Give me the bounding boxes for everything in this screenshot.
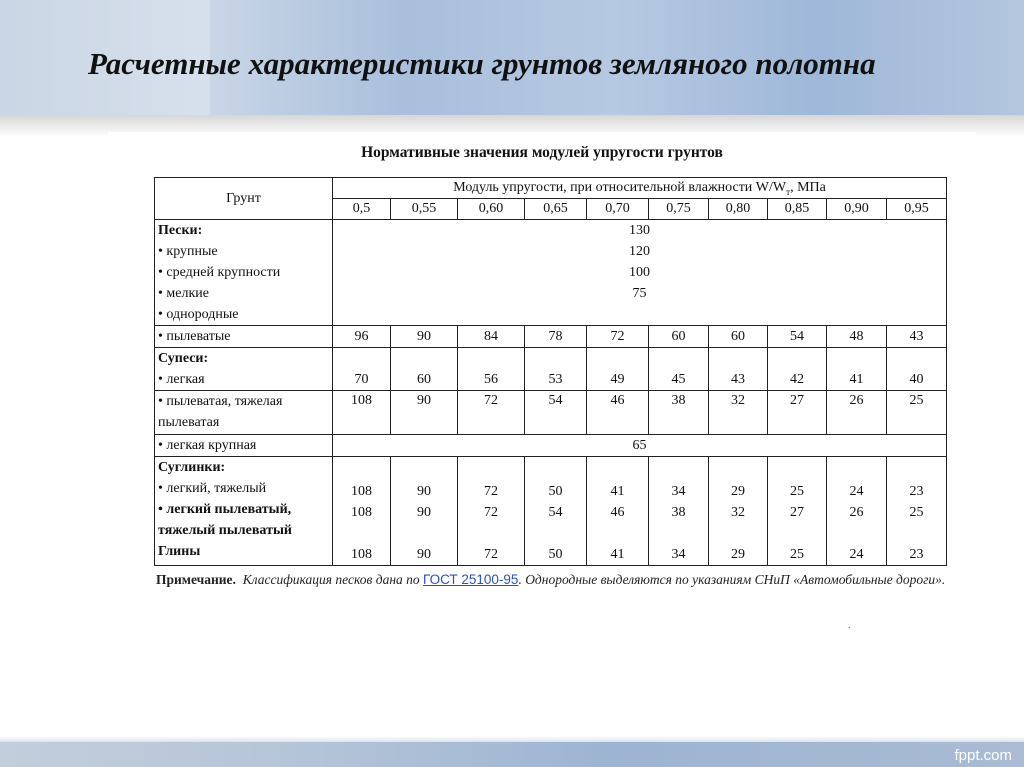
value-cell: 56 [458, 348, 525, 391]
value-cell: 54 [768, 326, 827, 348]
slide-title: Расчетные характеристики грунтов земляного полотна [88, 46, 876, 81]
value-cell [709, 457, 768, 566]
value-cell: 60 [649, 326, 709, 348]
moisture-cell: 0,75 [649, 199, 709, 220]
value-cell: 42 [768, 348, 827, 391]
clay-value: 50 [548, 547, 563, 562]
value-cell [458, 457, 525, 566]
sands-values [333, 220, 947, 326]
value-cell: 70 [333, 348, 391, 391]
header-soil: Грунт [155, 178, 333, 220]
table-row [155, 457, 947, 566]
soil-sands-silty: • пылеватые [155, 326, 333, 348]
value-cell [649, 457, 709, 566]
value-cell: 72 [587, 326, 649, 348]
loam-light-value: 29 [731, 484, 745, 499]
value-cell: 60 [709, 326, 768, 348]
table-note: Примечание. Классификация песков дана по ГОСТ 25100-95. Однородные выделяются по указаниям СНиП «Автомобильные дороги». [156, 572, 946, 587]
value-cell: 41 [827, 348, 887, 391]
value-cell: 49 [587, 348, 649, 391]
moisture-cell: 0,70 [587, 199, 649, 220]
loam-light-value: 90 [417, 484, 431, 499]
value-cell: 48 [827, 326, 887, 348]
loam-silty-value: 108 [351, 505, 372, 520]
loam-silty-value: 27 [790, 505, 804, 520]
value-cell: 96 [333, 326, 391, 348]
clay-value: 24 [849, 547, 864, 562]
footer-band [0, 742, 1024, 767]
table-row [155, 391, 947, 435]
clay-value: 41 [610, 547, 625, 562]
soil-sandy-loam-silty: • пылеватая, тяжелая пылеватая [155, 391, 333, 435]
gost-link[interactable]: ГОСТ 25100-95 [423, 572, 519, 587]
value-cell: 72 [458, 391, 525, 435]
value-cell [525, 457, 587, 566]
value-cell: 43 [887, 326, 947, 348]
soil-sands: Пески: • крупные • средней крупности • мелкие • однородные [155, 220, 333, 326]
table-image-panel: Нормативные значения модулей упругости грунтов Грунт Модуль упругости, при относительной влажности $W/W_т$, МПа 0,5 0,55 0,60 0,65 0,70 0,75 0,80 0,85 0,90 0,95 Пески: • крупные • средней крупности • мелкие • однородные 130 120 100 75 • пылеватые 96 90 84 78 72 60 60 54 48 43 Супеси: • легкая 70 60 56 53 49 45 43 42 41 40 • пылеватая, тяжелая пылеватая 108 90 72 54 46 38 32 27 26 25 • легкая крупная 65 Суглинки: • легкий, тяжелый • легкий пылеватый, тяжелый пылеватый Глины 108 108 108 90 90 90 72 72 72 50 54 50 41 46 41 34 38 34 29 32 29 25 27 25 24 26 24 23 25 23 Примечание. Классификация песков дана по ГОСТ 25100-95. Однородные выделяются по указаниям СНиП «Автомобильные дороги». . [108, 132, 976, 627]
moisture-cell: 0,85 [768, 199, 827, 220]
soil-sandy-loam-light: Супеси: • легкая [155, 348, 333, 391]
loam-silty-value: 32 [731, 505, 745, 520]
soil-item: • мелкие [158, 286, 209, 301]
value-cell [391, 457, 458, 566]
loam-light-value: 108 [351, 484, 372, 499]
moisture-cell: 0,95 [887, 199, 947, 220]
loam-silty-value: 38 [671, 505, 686, 520]
value-cell: 108 [333, 391, 391, 435]
moisture-cell: 0,60 [458, 199, 525, 220]
loam-silty-value: 26 [849, 505, 864, 520]
value-cell: 27 [768, 391, 827, 435]
loam-light-value: 72 [484, 484, 498, 499]
clay-value: 72 [484, 547, 498, 562]
soil-item: • средней крупности [158, 265, 281, 280]
sand-value: 120 [629, 244, 651, 259]
clay-value: 90 [417, 547, 431, 562]
soil-loams-clays: Суглинки: • легкий, тяжелый • легкий пылеватый, тяжелый пылеватый Глины [155, 457, 333, 566]
loam-silty-value: 54 [548, 505, 563, 520]
value-cell: 25 [887, 391, 947, 435]
table-row [155, 435, 947, 457]
soil-item: • однородные [158, 307, 239, 322]
soil-sandy-loam-coarse: • легкая крупная [155, 435, 333, 457]
sand-value: 130 [629, 223, 651, 238]
table-title: Нормативные значения модулей упругости грунтов [361, 144, 723, 161]
moisture-cell: 0,5 [333, 199, 391, 220]
value-cell: 38 [649, 391, 709, 435]
value-cell: 32 [709, 391, 768, 435]
moisture-cell: 0,90 [827, 199, 887, 220]
value-cell: 40 [887, 348, 947, 391]
table-row [155, 220, 947, 326]
loam-light-value: 50 [548, 484, 563, 499]
sandy-loam-coarse-value: 65 [333, 435, 947, 457]
value-cell [827, 457, 887, 566]
value-cell: 54 [525, 391, 587, 435]
elastic-modulus-table [154, 177, 947, 566]
loam-silty-value: 46 [610, 505, 625, 520]
value-cell: 60 [391, 348, 458, 391]
value-cell: 43 [709, 348, 768, 391]
moisture-cell: 0,80 [709, 199, 768, 220]
footer-brand: fppt.com [954, 747, 1012, 764]
sand-value: 75 [632, 286, 647, 301]
loam-light-value: 41 [610, 484, 625, 499]
value-cell: 45 [649, 348, 709, 391]
value-cell: 53 [525, 348, 587, 391]
value-cell [587, 457, 649, 566]
value-cell [768, 457, 827, 566]
loam-silty-value: 90 [417, 505, 431, 520]
loam-light-value: 34 [671, 484, 686, 499]
table-row [155, 326, 947, 348]
clay-value: 25 [790, 547, 804, 562]
value-cell [333, 457, 391, 566]
sand-value: 100 [629, 265, 651, 280]
loam-silty-value: 72 [484, 505, 498, 520]
loam-silty-value: 25 [909, 505, 924, 520]
loam-light-value: 24 [849, 484, 864, 499]
table-row [155, 348, 947, 391]
soil-item: • крупные [158, 244, 218, 259]
value-cell: 84 [458, 326, 525, 348]
value-cell: 78 [525, 326, 587, 348]
value-cell: 26 [827, 391, 887, 435]
clay-value: 34 [671, 547, 686, 562]
value-cell: 90 [391, 326, 458, 348]
value-cell: 46 [587, 391, 649, 435]
loam-light-value: 25 [790, 484, 804, 499]
clay-value: 23 [909, 547, 924, 562]
clay-value: 108 [351, 547, 372, 562]
value-cell [887, 457, 947, 566]
moisture-cell: 0,65 [525, 199, 587, 220]
value-cell: 90 [391, 391, 458, 435]
clay-value: 29 [731, 547, 745, 562]
header-modulus: Модуль упругости, при относительной влажности $W/W_т$, МПа [333, 178, 947, 199]
moisture-cell: 0,55 [391, 199, 458, 220]
loam-light-value: 23 [909, 484, 924, 499]
